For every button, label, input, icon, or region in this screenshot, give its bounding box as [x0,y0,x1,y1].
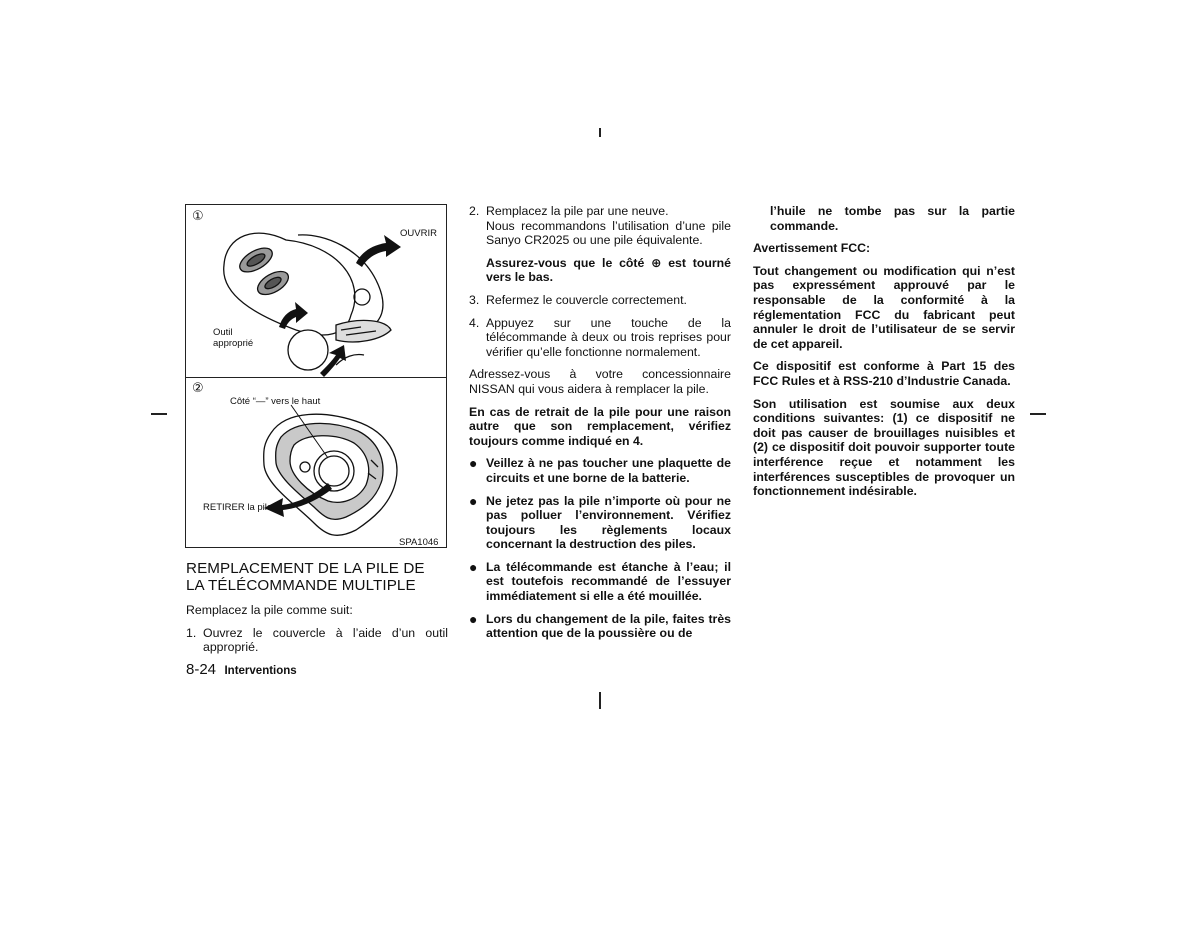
crop-mark-bottom [599,692,601,709]
figure-code: SPA1046 [399,537,439,548]
dealer-text: Adressez-vous à votre concessionnaire NISSAN qui vous aidera à remplacer la pile. [469,367,731,396]
intro-text: Remplacez la pile comme suit: [186,603,353,617]
label-open: OUVRIR [400,228,437,239]
step-4-number: 4. [469,315,480,330]
panel2-drawing [264,414,397,535]
step-1-text: Ouvrez le couvercle à l’aide d’un outil approprié. [203,625,448,655]
page-number: 8-24 [186,661,217,678]
fcc-paragraph-2: Ce dispositif est conforme à Part 15 des FCC Rules et à RSS-210 d’Industrie Canada. [753,359,1015,388]
bullet-text: Ne jetez pas la pile n’importe où pour ne pas polluer l’environnement. Vérifiez toujours les règlements locaux concernant la destruction des piles. [486,493,731,552]
figure-divider [186,377,446,378]
middle-column-text [469,204,731,649]
panel2-number: ② [192,380,204,395]
open-arrow [356,235,401,267]
section-heading-line1: REMPLACEMENT DE LA PILE DE [186,560,425,577]
crop-mark-right [1030,413,1046,415]
label-tool-line1: Outil [213,327,233,338]
step-3-text: Refermez le couvercle correctement. [486,292,687,307]
right-column-text [753,204,1015,507]
bullet-icon: ● [469,558,478,575]
step-2 [469,204,731,219]
left-column-text [186,603,448,663]
step-1-number: 1. [186,625,197,640]
step-2-note: Nous recommandons l’utilisation d’une pile Sanyo CR2025 ou une pile équivalente. [486,218,731,248]
crop-mark-left [151,413,167,415]
page-footer [186,661,297,679]
section-heading-line2: LA TÉLÉCOMMANDE MULTIPLE [186,577,416,594]
step-2-text: Remplacez la pile par une neuve. [486,204,669,218]
section-heading [186,560,451,594]
fcc-paragraph-3: Son utilisation est soumise aux deux conditions suivantes: (1) ce dispositif ne doit pas causer de brouillages nuisibles et (2) ce dispositif doit pouvoir supporter toute interférence reçue et notamment les interférences susceptibles de provoquer un fonctionnement indésirable. [753,396,1015,499]
step-2-warning: Assurez-vous que le côté ⊕ est tourné vers le bas. [486,255,731,285]
fcc-paragraph-1: Tout changement ou modification qui n’est pas expressément approuvé par le responsable de la conformité à la réglementation FCC du fabricant peut annuler le droit de l’utilisateur de se servir de cet appareil. [753,263,1015,351]
bullet-item [469,494,731,552]
step-1 [186,626,448,655]
remote-battery-figure [185,204,447,548]
step-3-number: 3. [469,292,480,307]
bullet-item [469,612,731,641]
step-2-number: 2. [469,204,480,218]
continuation-text: l’huile ne tombe pas sur la partie commande. [770,204,1015,233]
bullet-icon: ● [469,610,478,627]
remote-illustration [186,205,446,547]
label-tool-line2: approprié [213,338,254,349]
step-3 [469,293,731,308]
bullet-item [469,560,731,604]
bullet-icon: ● [469,455,478,472]
panel1-number: ① [192,208,204,223]
fcc-title: Avertissement FCC: [753,241,871,256]
bullet-icon: ● [469,492,478,509]
bullet-text: Lors du changement de la pile, faites très attention que de la poussière ou de [486,611,731,641]
removal-note: En cas de retrait de la pile pour une raison autre que son remplacement, vérifiez toujours comme indiqué en 4. [469,404,731,448]
bullet-text: Veillez à ne pas toucher une plaquette de circuits et une borne de la batterie. [486,456,731,485]
label-remove: RETIRER la pile [203,502,273,513]
bullet-text: La télécommande est étanche à l’eau; il est toutefois recommandé de l’essuyer immédiatement si elle a été mouillée. [486,559,731,604]
bullet-item [469,456,731,485]
step-4 [469,316,731,360]
section-name: Interventions [224,665,297,677]
label-side-up: Côté “—” vers le haut [230,396,321,407]
step-4-text: Appuyez sur une touche de la télécommande à deux ou trois reprises pour vérifier qu’elle fonctionne normalement. [486,315,731,359]
crop-mark-top [599,128,601,137]
